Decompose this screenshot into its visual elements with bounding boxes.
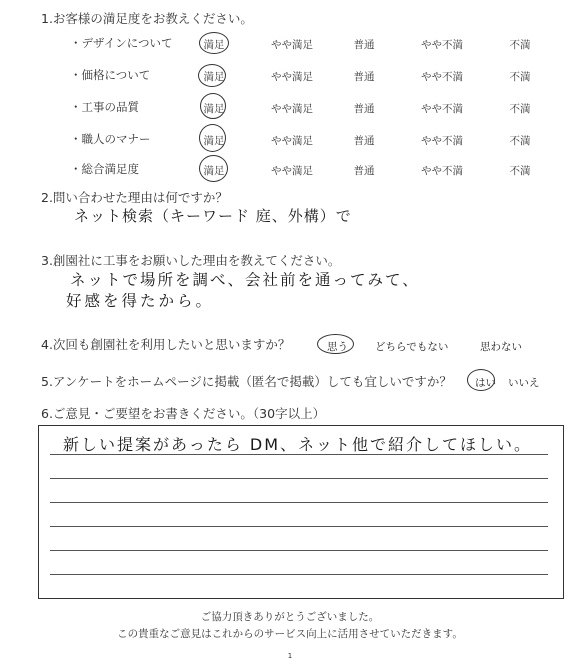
page-number: 1 xyxy=(287,652,293,660)
writing-line xyxy=(50,574,548,575)
selected-circle-mark xyxy=(467,369,495,391)
row-label: ・総合満足度 xyxy=(70,162,139,176)
option-somewhat-dissatisfied[interactable]: やや不満 xyxy=(421,103,463,115)
option-neutral[interactable]: 普通 xyxy=(353,39,375,51)
option-satisfied[interactable]: 満足 xyxy=(203,135,225,147)
row-label: ・価格について xyxy=(70,68,151,82)
q6-title: 6.ご意見・ご要望をお書きください。（30字以上） xyxy=(41,406,326,421)
option-think-so[interactable]: 思う xyxy=(327,341,348,353)
option-somewhat-satisfied[interactable]: やや満足 xyxy=(271,71,313,83)
option-neutral[interactable]: 普通 xyxy=(353,135,375,147)
option-dont-think-so[interactable]: 思わない xyxy=(480,341,522,353)
selected-circle-mark xyxy=(198,64,226,87)
writing-line xyxy=(50,478,548,479)
option-satisfied[interactable]: 満足 xyxy=(203,71,225,83)
option-satisfied[interactable]: 満足 xyxy=(203,165,225,177)
option-somewhat-dissatisfied[interactable]: やや不満 xyxy=(421,165,463,177)
q1-row-price xyxy=(0,67,580,87)
q2-title: 2.問い合わせた理由は何ですか？ xyxy=(41,190,228,205)
footer-note: この貴重なご意見はこれからのサービス向上に活用させていただきます。 xyxy=(117,628,463,640)
comment-box[interactable] xyxy=(38,425,564,599)
row-label: ・工事の品質 xyxy=(70,100,139,114)
q1-row-overall xyxy=(0,161,580,181)
q3-title: 3.創園社に工事をお願いした理由を教えてください。 xyxy=(41,253,341,268)
option-somewhat-satisfied[interactable]: やや満足 xyxy=(271,39,313,51)
q5-title: 5.アンケートをホームページに掲載（匿名で掲載）しても宜しいですか？ xyxy=(41,374,452,389)
selected-circle-mark xyxy=(199,32,229,54)
writing-line xyxy=(50,526,548,527)
option-somewhat-satisfied[interactable]: やや満足 xyxy=(271,165,313,177)
writing-line xyxy=(50,454,548,455)
q4-title: 4.次回も創園社を利用したいと思いますか？ xyxy=(41,337,291,352)
option-somewhat-dissatisfied[interactable]: やや不満 xyxy=(421,39,463,51)
q1-row-design xyxy=(0,35,580,55)
option-dissatisfied[interactable]: 不満 xyxy=(509,135,531,147)
q2-answer[interactable]: ネット検索（キーワード 庭、外構）で xyxy=(74,207,352,225)
selected-circle-mark xyxy=(199,155,228,182)
q6-answer[interactable]: 新しい提案があったら DM、ネット他で紹介してほしい。 xyxy=(63,435,533,454)
selected-circle-mark xyxy=(317,334,354,354)
option-satisfied[interactable]: 満足 xyxy=(203,39,225,51)
option-neither[interactable]: どちらでもない xyxy=(375,341,449,353)
option-somewhat-dissatisfied[interactable]: やや不満 xyxy=(421,71,463,83)
row-label: ・職人のマナー xyxy=(70,132,151,146)
option-neutral[interactable]: 普通 xyxy=(353,103,375,115)
footer-thanks: ご協力頂きありがとうございました。 xyxy=(200,611,380,623)
option-dissatisfied[interactable]: 不満 xyxy=(509,165,531,177)
option-no[interactable]: いいえ xyxy=(508,377,540,389)
selected-circle-mark xyxy=(200,93,226,119)
writing-line xyxy=(50,550,548,551)
row-label: ・デザインについて xyxy=(70,36,173,50)
q1-row-quality xyxy=(0,99,580,119)
q1-row-manners xyxy=(0,131,580,151)
writing-line xyxy=(50,502,548,503)
option-dissatisfied[interactable]: 不満 xyxy=(509,71,531,83)
option-dissatisfied[interactable]: 不満 xyxy=(509,103,531,115)
q3-answer-line2[interactable]: 好感を得たから。 xyxy=(66,292,215,310)
option-neutral[interactable]: 普通 xyxy=(353,165,375,177)
option-somewhat-satisfied[interactable]: やや満足 xyxy=(271,103,313,115)
q3-answer-line1[interactable]: ネットで場所を調べ、会社前を通ってみて、 xyxy=(70,271,420,289)
option-dissatisfied[interactable]: 不満 xyxy=(509,39,531,51)
selected-circle-mark xyxy=(199,124,226,152)
option-satisfied[interactable]: 満足 xyxy=(203,103,225,115)
option-yes[interactable]: はい xyxy=(475,377,496,389)
option-somewhat-satisfied[interactable]: やや満足 xyxy=(271,135,313,147)
option-somewhat-dissatisfied[interactable]: やや不満 xyxy=(421,135,463,147)
q1-title: 1.お客様の満足度をお教えください。 xyxy=(41,11,253,26)
option-neutral[interactable]: 普通 xyxy=(353,71,375,83)
